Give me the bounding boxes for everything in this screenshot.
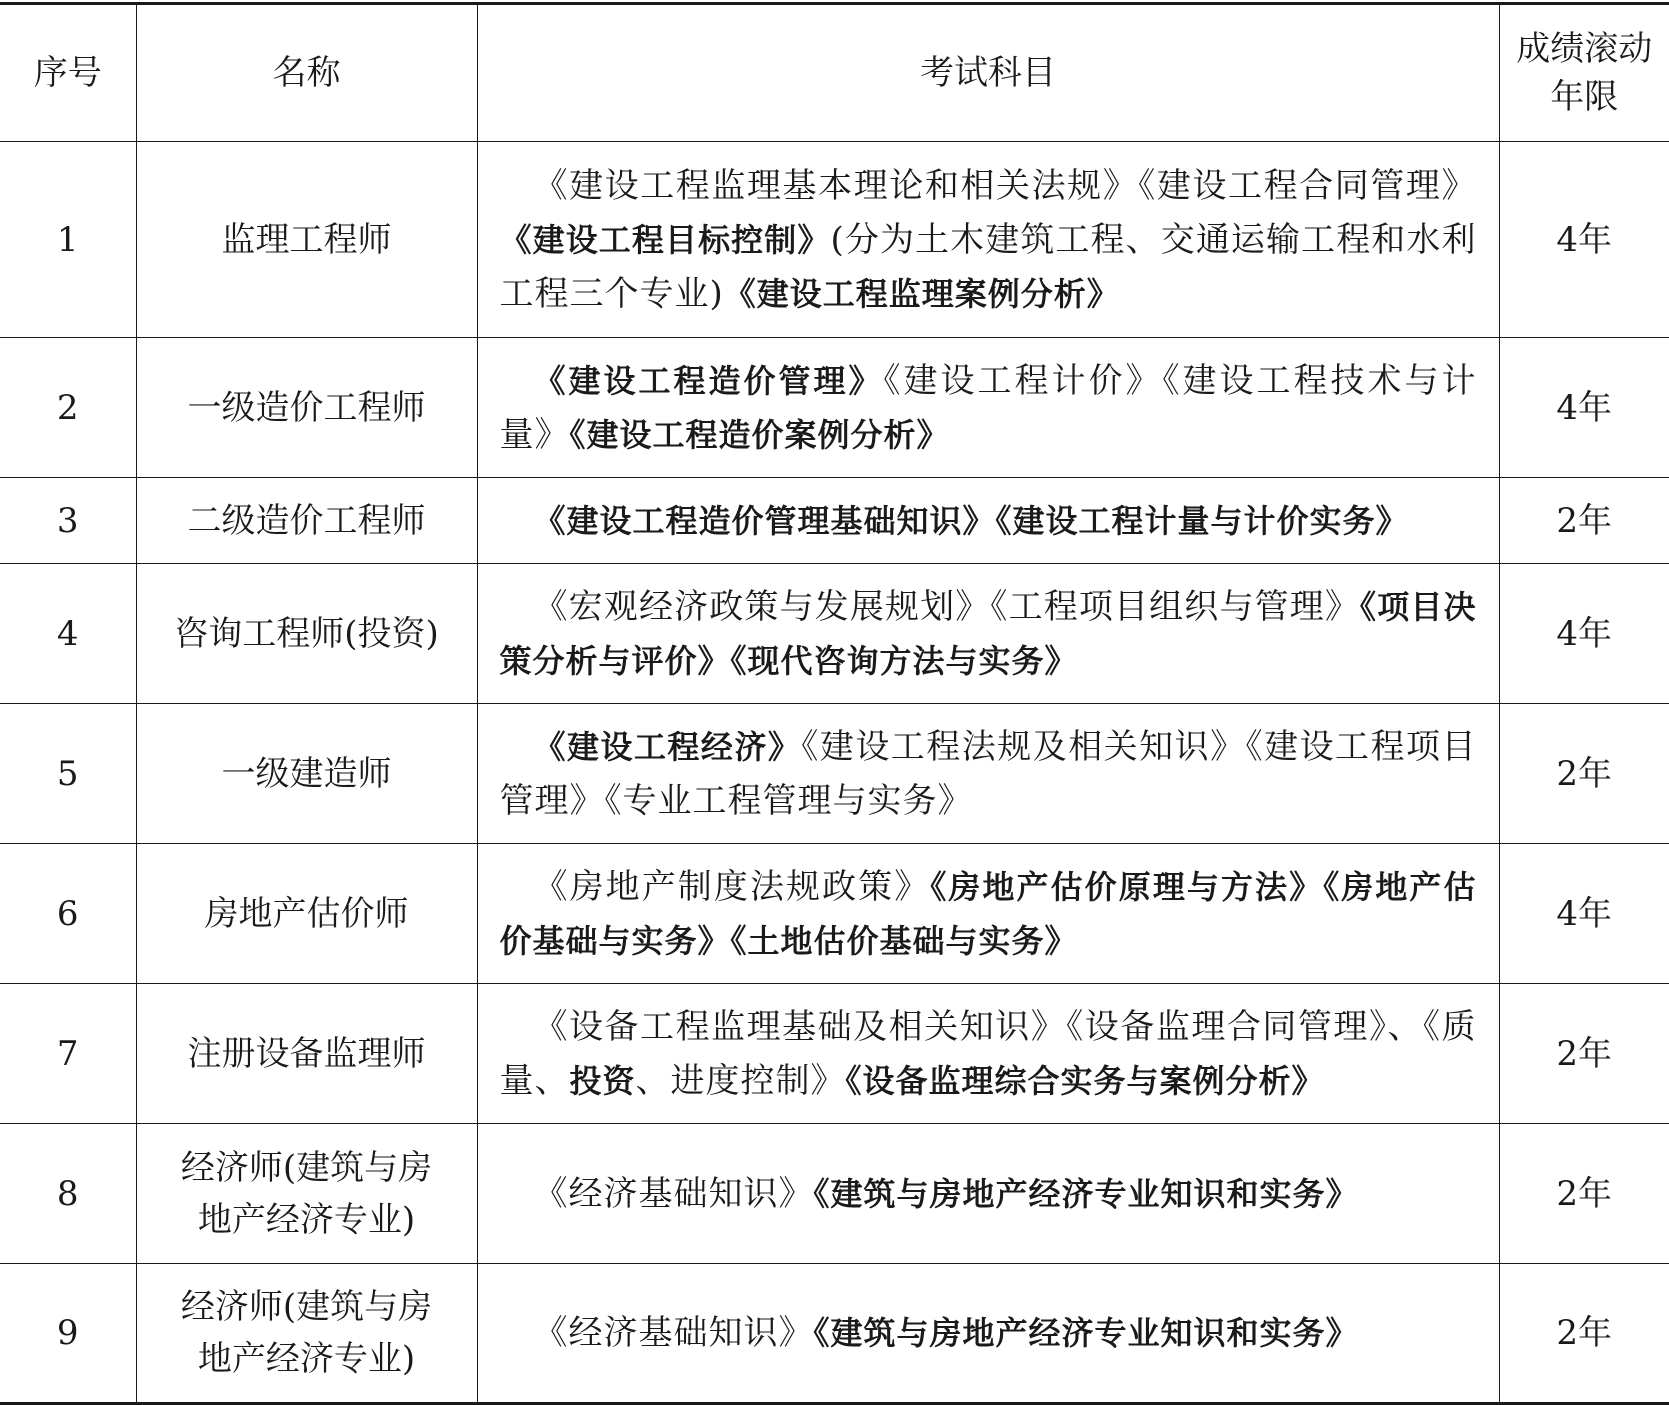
certificate-name: 一级造价工程师 xyxy=(136,338,477,478)
exam-subjects xyxy=(477,984,1499,1124)
exam-subjects xyxy=(477,478,1499,564)
table-header xyxy=(0,4,1669,142)
table-row xyxy=(0,338,1669,478)
table-row xyxy=(0,704,1669,844)
score-valid-years: 2年 xyxy=(1499,984,1669,1124)
subject-text: (分为土木建筑工程、交通运输工程和水利工程三个专业) xyxy=(499,219,1477,314)
row-number: 9 xyxy=(0,1264,136,1404)
row-number: 3 xyxy=(0,478,136,564)
subject-text-bold: 《建设工程目标控制》 xyxy=(499,220,831,259)
row-number: 7 xyxy=(0,984,136,1124)
table-row xyxy=(0,564,1669,704)
score-valid-years: 4年 xyxy=(1499,338,1669,478)
certificate-name: 房地产估价师 xyxy=(136,844,477,984)
exam-subjects xyxy=(477,844,1499,984)
subject-text: 《设备工程监理基础及相关知识》《设备监理合同管理》、《质量、 xyxy=(499,1006,1477,1101)
exam-subjects xyxy=(477,142,1499,338)
row-number: 4 xyxy=(0,564,136,704)
header-years: 成绩滚动年限 xyxy=(1499,4,1669,142)
subject-text-bold: 《项目决策分析与评价》《现代咨询方法与实务》 xyxy=(499,587,1477,680)
certificate-name: 二级造价工程师 xyxy=(136,478,477,564)
score-valid-years: 2年 xyxy=(1499,478,1669,564)
score-valid-years: 2年 xyxy=(1499,1124,1669,1264)
exam-subjects xyxy=(477,564,1499,704)
exam-subjects xyxy=(477,338,1499,478)
certificate-name: 一级建造师 xyxy=(136,704,477,844)
score-valid-years: 2年 xyxy=(1499,1264,1669,1404)
score-valid-years: 4年 xyxy=(1499,564,1669,704)
certificate-name: 经济师(建筑与房地产经济专业) xyxy=(136,1264,477,1404)
table-row xyxy=(0,1124,1669,1264)
header-row xyxy=(0,4,1669,142)
subject-text-bold: 《房地产估价原理与方法》《房地产估价基础与实务》《土地估价基础与实务》 xyxy=(499,867,1477,960)
score-valid-years: 4年 xyxy=(1499,844,1669,984)
certificate-name: 监理工程师 xyxy=(136,142,477,338)
subject-text: 《建设工程计价》《建设工程技术与计量》 xyxy=(499,360,1477,455)
subject-text-bold: 《建筑与房地产经济专业知识和实务》 xyxy=(813,1174,1359,1213)
subject-text-bold: 投资 xyxy=(569,1061,636,1100)
subject-text-bold: 《建设工程经济》 xyxy=(533,727,802,766)
certificate-name: 注册设备监理师 xyxy=(136,984,477,1124)
table-row xyxy=(0,142,1669,338)
subject-text-bold: 《建设工程造价管理基础知识》《建设工程计量与计价实务》 xyxy=(533,501,1409,540)
table-row xyxy=(0,478,1669,564)
subject-text-bold: 《建设工程造价案例分析》 xyxy=(569,415,950,454)
score-valid-years: 4年 xyxy=(1499,142,1669,338)
exam-subjects xyxy=(477,704,1499,844)
row-number: 5 xyxy=(0,704,136,844)
subject-text: 《宏观经济政策与发展规划》《工程项目组织与管理》 xyxy=(533,586,1361,627)
row-number: 1 xyxy=(0,142,136,338)
subject-text-bold: 《建设工程监理案例分析》 xyxy=(723,274,1120,313)
subject-text-bold: 《建设工程造价管理》 xyxy=(533,361,884,400)
table-body xyxy=(0,142,1669,1404)
subject-text-bold: 《设备监理综合实务与案例分析》 xyxy=(845,1061,1325,1100)
table-row xyxy=(0,844,1669,984)
subject-text: 《房地产制度法规政策》 xyxy=(533,866,931,907)
subject-text-bold: 《建筑与房地产经济专业知识和实务》 xyxy=(813,1314,1359,1352)
subject-text: 《建设工程法规及相关知识》《建设工程项目管理》《专业工程管理与实务》 xyxy=(499,726,1477,821)
header-no: 序号 xyxy=(0,4,136,142)
subject-text: 、进度控制》 xyxy=(635,1060,846,1101)
table-row xyxy=(0,984,1669,1124)
row-number: 8 xyxy=(0,1124,136,1264)
exam-subjects xyxy=(477,1264,1499,1404)
subject-text: 《建设工程监理基本理论和相关法规》《建设工程合同管理》 xyxy=(533,165,1477,206)
header-name: 名称 xyxy=(136,4,477,142)
subject-text: 《经济基础知识》 xyxy=(533,1173,814,1214)
subject-text: 《经济基础知识》 xyxy=(533,1313,814,1353)
certificate-name: 咨询工程师(投资) xyxy=(136,564,477,704)
row-number: 2 xyxy=(0,338,136,478)
exam-subjects xyxy=(477,1124,1499,1264)
score-valid-years: 2年 xyxy=(1499,704,1669,844)
header-subjects: 考试科目 xyxy=(477,4,1499,142)
certificate-name: 经济师(建筑与房地产经济专业) xyxy=(136,1124,477,1264)
exam-subjects-table xyxy=(0,2,1669,1405)
table-row xyxy=(0,1264,1669,1404)
row-number: 6 xyxy=(0,844,136,984)
